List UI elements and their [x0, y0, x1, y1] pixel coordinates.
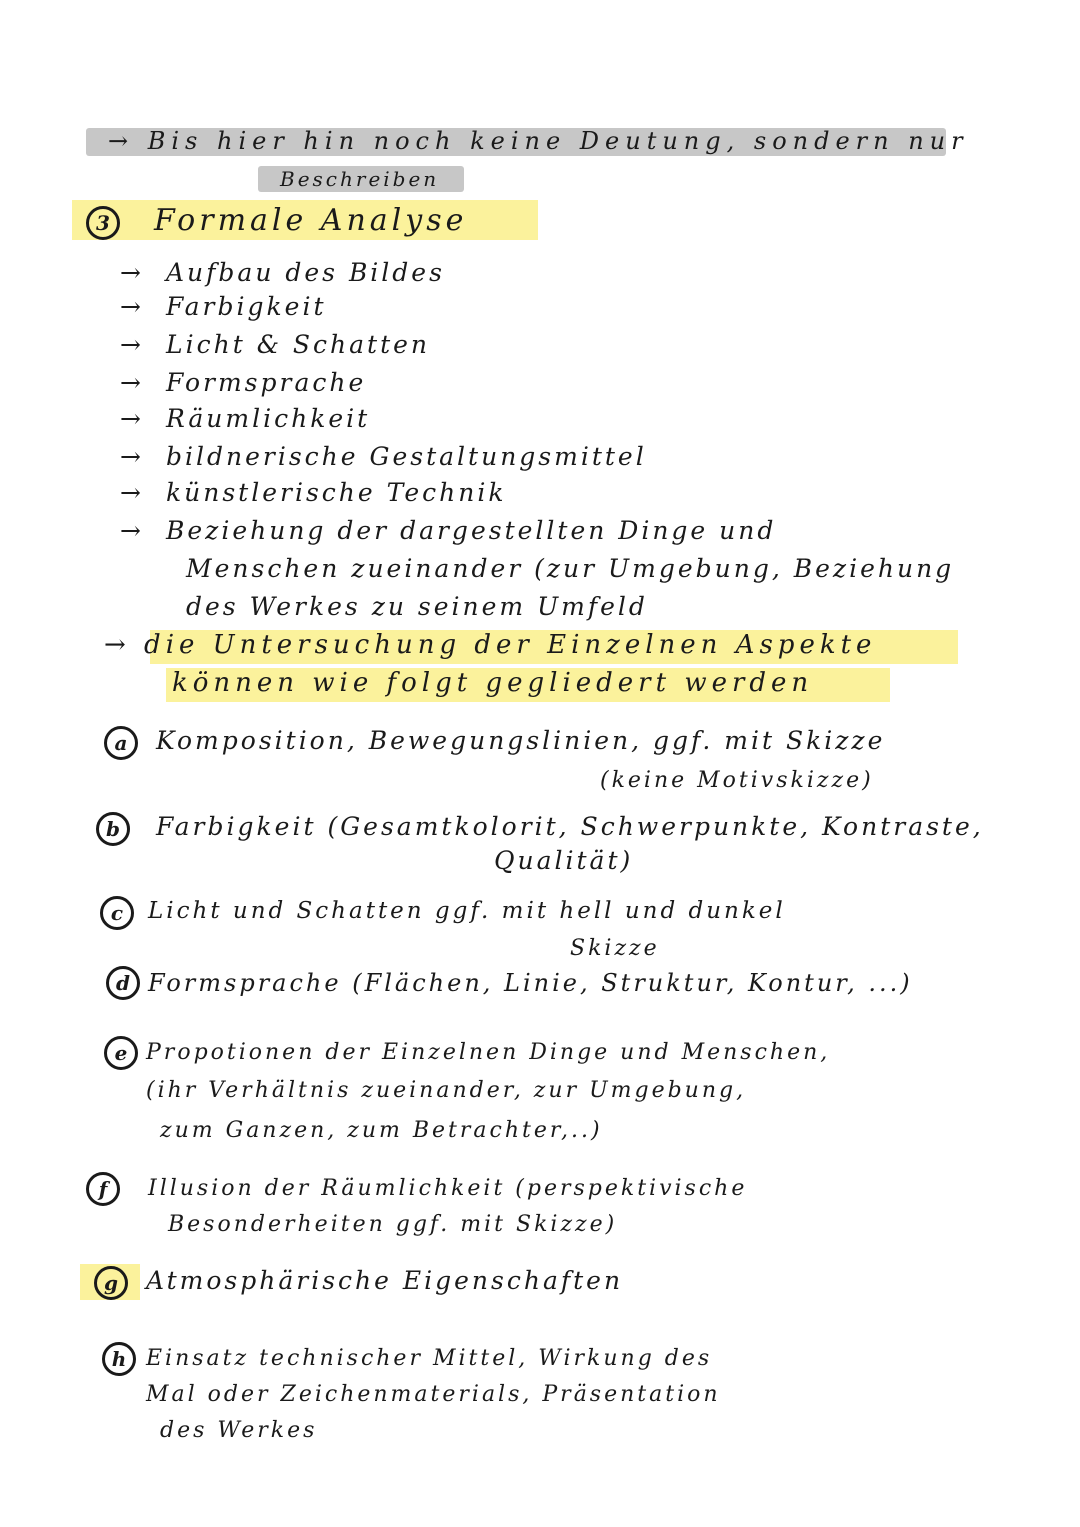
letter-circle-a: a [104, 726, 138, 760]
point-h-line-2: Mal oder Zeichenmaterials, Präsentation [146, 1382, 721, 1407]
letter-circle-b: b [96, 812, 130, 846]
point-c-line-2: Skizze [570, 936, 660, 961]
arrow-icon: → [120, 292, 141, 321]
point-a-line-2: (keine Motivskizze) [600, 768, 874, 793]
intro-line-2: Beschreiben [280, 167, 440, 191]
point-h-line-1: Einsatz technischer Mittel, Wirkung des [146, 1346, 713, 1371]
arrow-icon: → [120, 258, 141, 287]
note-line-1: → die Untersuchung der Einzelnen Aspekte [104, 630, 877, 660]
arrow-icon: → [120, 442, 141, 471]
list-item: → Farbigkeit [120, 290, 327, 324]
letter-circle-h: h [102, 1342, 136, 1376]
list-item: → Räumlichkeit [120, 402, 370, 436]
arrow-icon: → [120, 330, 141, 359]
point-b-line-2: Qualität) [494, 846, 634, 875]
point-h-line-3: des Werkes [160, 1418, 318, 1443]
point-d-line-1: Formsprache (Flächen, Linie, Struktur, Kontur, ...) [148, 969, 913, 997]
letter-circle-f: f [86, 1172, 120, 1206]
section-number-circle: 3 [86, 206, 120, 240]
point-b-line-1: Farbigkeit (Gesamtkolorit, Schwerpunkte, Kontraste, [156, 812, 984, 841]
list-item: → künstlerische Technik [120, 476, 507, 510]
list-item: → bildnerische Gestaltungsmittel [120, 440, 647, 474]
arrow-icon: → [120, 478, 141, 507]
point-a-line-1: Komposition, Bewegungslinien, ggf. mit Skizze [156, 726, 886, 755]
list-item-continuation: Menschen zueinander (zur Umgebung, Beziehung [186, 554, 955, 583]
section-title: Formale Analyse [154, 203, 468, 238]
list-item: → Beziehung der dargestellten Dinge und [120, 514, 776, 548]
point-e-line-1: Propotionen der Einzelnen Dinge und Menschen, [146, 1040, 831, 1065]
point-f-line-2: Besonderheiten ggf. mit Skizze) [168, 1212, 618, 1237]
intro-line-1: → Bis hier hin noch keine Deutung, sondern nur [108, 127, 969, 155]
point-e-line-2: (ihr Verhältnis zueinander, zur Umgebung, [146, 1078, 747, 1103]
point-g-line-1: Atmosphärische Eigenschaften [146, 1266, 624, 1295]
note-line-2: können wie folgt gegliedert werden [172, 668, 814, 698]
letter-circle-e: e [104, 1036, 138, 1070]
letter-circle-c: c [100, 896, 134, 930]
arrow-icon: → [120, 368, 141, 397]
point-e-line-3: zum Ganzen, zum Betrachter,..) [160, 1118, 603, 1143]
list-item: → Formsprache [120, 366, 366, 400]
list-item: → Aufbau des Bildes [120, 256, 445, 290]
point-f-line-1: Illusion der Räumlichkeit (perspektivische [148, 1176, 748, 1201]
list-item: → Licht & Schatten [120, 328, 430, 362]
list-item-continuation: des Werkes zu seinem Umfeld [186, 592, 648, 621]
arrow-icon: → [120, 404, 141, 433]
letter-circle-g: g [94, 1266, 128, 1300]
arrow-icon: → [120, 516, 141, 545]
point-c-line-1: Licht und Schatten ggf. mit hell und dunkel [148, 898, 786, 924]
letter-circle-d: d [106, 966, 140, 1000]
